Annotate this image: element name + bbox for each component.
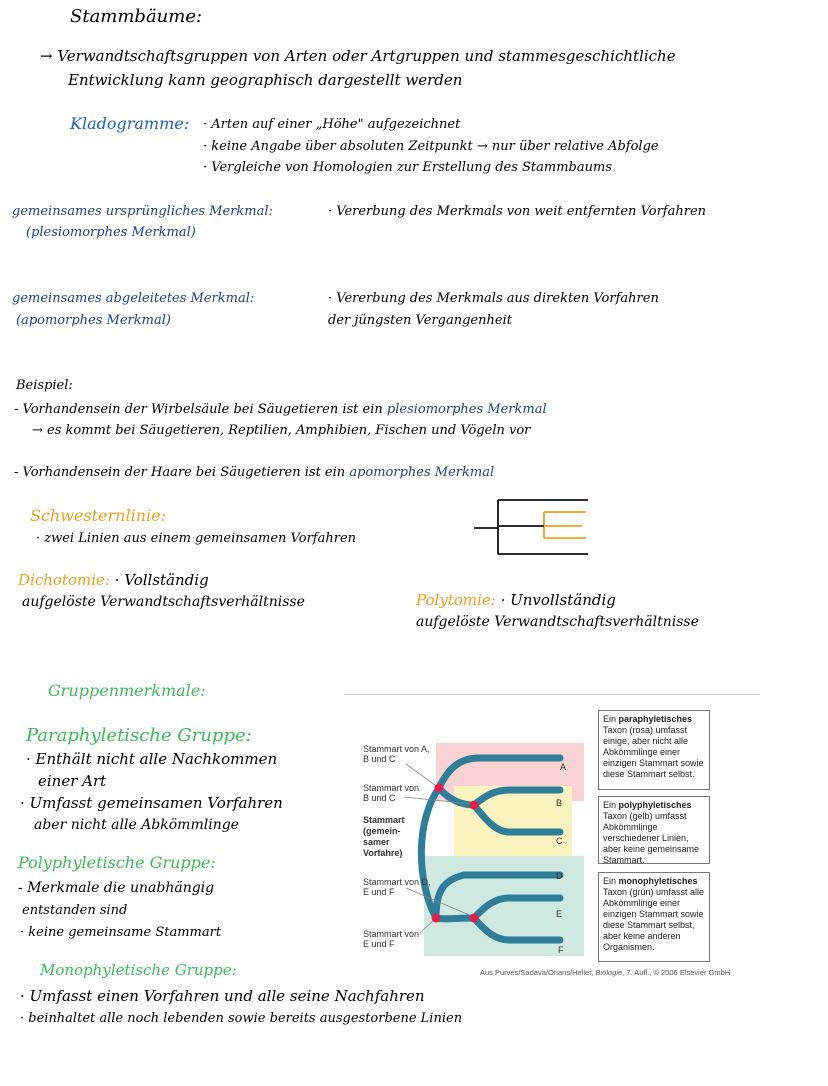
- apo-term-2: (apomorphes Merkmal): [16, 313, 171, 328]
- mono-item-1: · Umfasst einen Vorfahren und alle seine Nachfahren: [20, 987, 425, 1005]
- mono-box-lead: Ein: [603, 876, 619, 886]
- kladogramme-item-3: · Vergleiche von Homologien zur Erstellung des Stammbaums: [203, 160, 613, 175]
- label-stammart-abc: Stammart von A, B und C: [363, 744, 430, 764]
- node-abc: [435, 784, 444, 793]
- beispiel-line-2: → es kommt bei Säugetieren, Reptilien, Amphibien, Fischen und Vögeln vor: [32, 423, 531, 438]
- dichotomie-row: [18, 571, 209, 589]
- beispiel-label: Beispiel:: [16, 378, 73, 393]
- tip-b: B: [556, 798, 563, 808]
- poly-item-1: - Merkmale die unabhängig: [18, 880, 215, 896]
- credit-post: , 7. Aufl., © 2006 Elsevier GmbH: [622, 968, 731, 977]
- polytomie-label: Polytomie:: [416, 591, 496, 609]
- poly-item-3: · keine gemeinsame Stammart: [20, 925, 222, 940]
- para-item-1: · Enthält nicht alle Nachkommen: [26, 750, 278, 768]
- para-box-term: paraphyletisches: [618, 714, 693, 724]
- diagram-top-rule: [344, 694, 760, 695]
- polytomie-desc-2: aufgelöste Verwandtschaftsverhältnisse: [416, 614, 699, 630]
- node-bc: [470, 801, 479, 810]
- beispiel-apo-term: apomorphes Merkmal: [349, 465, 495, 480]
- common-2: (gemein-: [363, 826, 401, 836]
- mono-box-text: Taxon (grün) umfasst alle Abkömmlinge einer einzigen Stammart sowie diese Stammart selbst, aber keine anderen Organismen.: [603, 887, 705, 952]
- kladogramme-item-1: · Arten auf einer „Höhe" aufgezeichnet: [203, 117, 461, 132]
- beispiel-line-1: [14, 402, 547, 417]
- sister-lineage-tree: [470, 496, 600, 560]
- para-box-text: Taxon (rosa) umfasst einige, aber nicht alle Abkömmlinge einer einzigen Stammart sowie diese Stammart selbst.: [603, 725, 704, 779]
- dichotomie-desc-1: · Vollständig: [114, 571, 209, 589]
- schwesterlinie-label: Schwesternlinie:: [30, 506, 166, 525]
- common-3: samer: [363, 837, 390, 847]
- beispiel-plesio-term: plesiomorphes Merkmal: [386, 402, 547, 417]
- beispiel-line-3: [14, 465, 494, 480]
- label-stammart-def: Stammart von D, E und F: [363, 877, 431, 897]
- common-4: Vorfahre): [363, 848, 403, 858]
- para-item-2: einer Art: [38, 772, 107, 790]
- mono-box-term: monophyletisches: [618, 876, 698, 886]
- credit-pre: Aus Purves/Sadava/Orians/Heller,: [480, 968, 596, 977]
- kladogramme-label: Kladogramme:: [70, 114, 190, 133]
- poly-box-term: polyphyletisches: [618, 800, 692, 810]
- apo-desc-2: der jüngsten Vergangenheit: [328, 313, 512, 328]
- para-item-4: aber nicht alle Abkömmlinge: [34, 817, 239, 833]
- tip-a: A: [560, 762, 567, 772]
- credit-title: Biologie: [595, 968, 623, 977]
- poly-box-text: Taxon (gelb) umfasst Abkömmlinge verschiedener Linien, aber keine gemeinsame Stammart.: [603, 811, 700, 865]
- para-label: Paraphyletische Gruppe:: [26, 725, 252, 746]
- tip-d: D: [556, 871, 563, 881]
- gruppen-heading: Gruppenmerkmale:: [48, 681, 206, 700]
- tip-f: F: [558, 945, 564, 955]
- node-def: [432, 914, 441, 923]
- label-stammart-bc: Stammart von B und C: [363, 783, 420, 803]
- intro-line-2: Entwicklung kann geographisch dargestellt werden: [68, 71, 463, 89]
- poly-box-lead: Ein: [603, 800, 619, 810]
- beispiel-line-3-text: - Vorhandensein der Haare bei Säugetieren ist ein: [14, 465, 346, 480]
- label-common-ancestor: [363, 815, 405, 859]
- kladogramme-item-2: · keine Angabe über absoluten Zeitpunkt → nur über relative Abfolge: [203, 139, 659, 154]
- plesio-term-2: (plesiomorphes Merkmal): [26, 225, 196, 240]
- apo-term-1: gemeinsames abgeleitetes Merkmal:: [12, 291, 255, 306]
- tip-c: C: [556, 836, 563, 846]
- intro-line-1: → Verwandtschaftsgruppen von Arten oder Artgruppen und stammesgeschichtliche: [40, 47, 676, 65]
- branch-ef-stem: [436, 918, 474, 919]
- polyphyletic-region: [454, 786, 572, 856]
- paraphyletic-info-box: [598, 710, 710, 790]
- polytomie-desc-1: · Unvollständig: [500, 591, 616, 609]
- diagram-credit: [480, 968, 730, 977]
- plesio-desc: · Vererbung des Merkmals von weit entfernten Vorfahren: [328, 204, 707, 219]
- common-1: Stammart: [363, 815, 405, 825]
- poly-label: Polyphyletische Gruppe:: [18, 853, 216, 872]
- dichotomie-desc-2: aufgelöste Verwandtschaftsverhältnisse: [22, 594, 305, 610]
- page-title: Stammbäume:: [70, 6, 203, 27]
- plesio-term-1: gemeinsames ursprüngliches Merkmal:: [12, 204, 273, 219]
- polyphyletic-info-box: [598, 796, 710, 864]
- schwesterlinie-desc: · zwei Linien aus einem gemeinsamen Vorfahren: [36, 531, 357, 546]
- node-ef: [470, 914, 479, 923]
- dichotomie-label: Dichotomie:: [18, 571, 110, 589]
- label-stammart-ef: Stammart von E und F: [363, 929, 420, 949]
- polytomie-row: [416, 591, 616, 609]
- para-item-3: · Umfasst gemeinsamen Vorfahren: [20, 794, 283, 812]
- beispiel-line-1-text: - Vorhandensein der Wirbelsäule bei Säugetieren ist ein: [14, 402, 383, 417]
- mono-label: Monophyletische Gruppe:: [40, 961, 237, 979]
- para-box-lead: Ein: [603, 714, 619, 724]
- tip-e: E: [556, 909, 563, 919]
- poly-item-2: entstanden sind: [22, 903, 128, 918]
- apo-desc-1: · Vererbung des Merkmals aus direkten Vorfahren: [328, 291, 659, 306]
- monophyletic-info-box: [598, 872, 710, 962]
- mono-item-2: · beinhaltet alle noch lebenden sowie bereits ausgestorbene Linien: [20, 1011, 463, 1026]
